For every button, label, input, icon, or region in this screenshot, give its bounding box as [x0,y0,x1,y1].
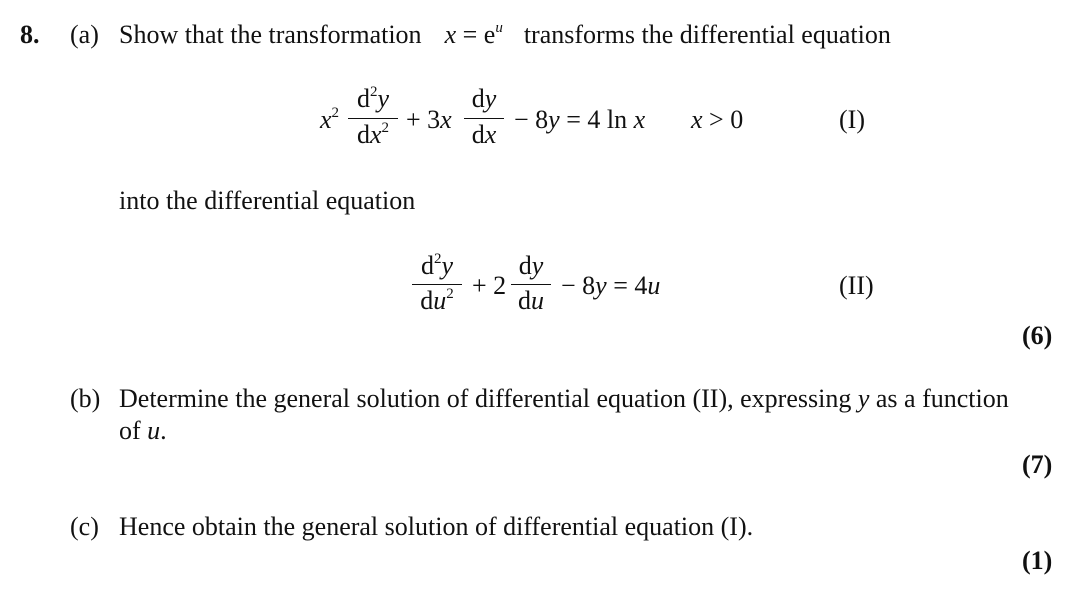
eq2-plus-term: + 2 [472,271,507,300]
eq1-rest: − 8y = 4 ln x [514,105,646,134]
eq1-frac2-denominator: dx [471,120,497,149]
eq1-condition: x > 0 [691,105,744,134]
eq2-frac1-bar [412,284,462,285]
question-number: 8. [20,20,40,49]
eq2-fraction-dy-du [511,251,551,321]
part-a-text-before: Show that the transformation [119,20,422,49]
transformation-base: e [483,20,496,49]
part-b-line1: Determine the general solution of differential equation (II), expressing y as a function [119,384,1009,413]
eq1-frac2-numerator: dy [471,84,497,113]
part-b-label: (b) [70,384,101,413]
part-a-intro [119,20,891,50]
part-a-text-after: transforms the differential equation [523,20,891,49]
eq1-frac1-numerator: $d^2y$ [356,84,390,113]
eq1-fraction-dy-dx [464,84,504,154]
eq1-frac1-bar [348,118,398,119]
part-b-marks: (7) [1022,450,1053,479]
eq2-frac1-denominator: $du^2$ [420,286,454,315]
part-a-label: (a) [70,20,99,49]
part-c-text: Hence obtain the general solution of differential equation (I). [119,512,754,541]
eq1-frac2-bar [464,118,504,119]
eq1-fraction-d2y-dx2 [348,84,398,154]
transformation-eq: = [462,20,478,49]
part-a-marks: (6) [1022,321,1053,350]
eq1-frac1-denominator: $dx^2$ [356,120,390,149]
transformation-exp: u [495,20,503,36]
eq2-fraction-d2y-du2 [412,251,462,321]
eq1-label: (I) [839,105,865,134]
eq2-frac2-bar [511,284,551,285]
eq1-plus-term: + 3x [406,105,452,134]
transformation [445,20,503,49]
part-c-label: (c) [70,512,99,541]
eq2-frac2-numerator: dy [518,251,544,280]
eq2-label: (II) [839,271,874,300]
transformation-lhs: x [444,20,457,49]
eq2-frac2-denominator: du [518,286,544,315]
part-b-line2: of u. [119,416,167,445]
eq1-coef-x: $x^2$ [320,105,340,134]
eq2-frac1-numerator: $d^2y$ [420,251,454,280]
into-text: into the differential equation [119,186,416,215]
eq2-rest: − 8y = 4u [561,271,661,300]
part-c-marks: (1) [1022,546,1053,575]
